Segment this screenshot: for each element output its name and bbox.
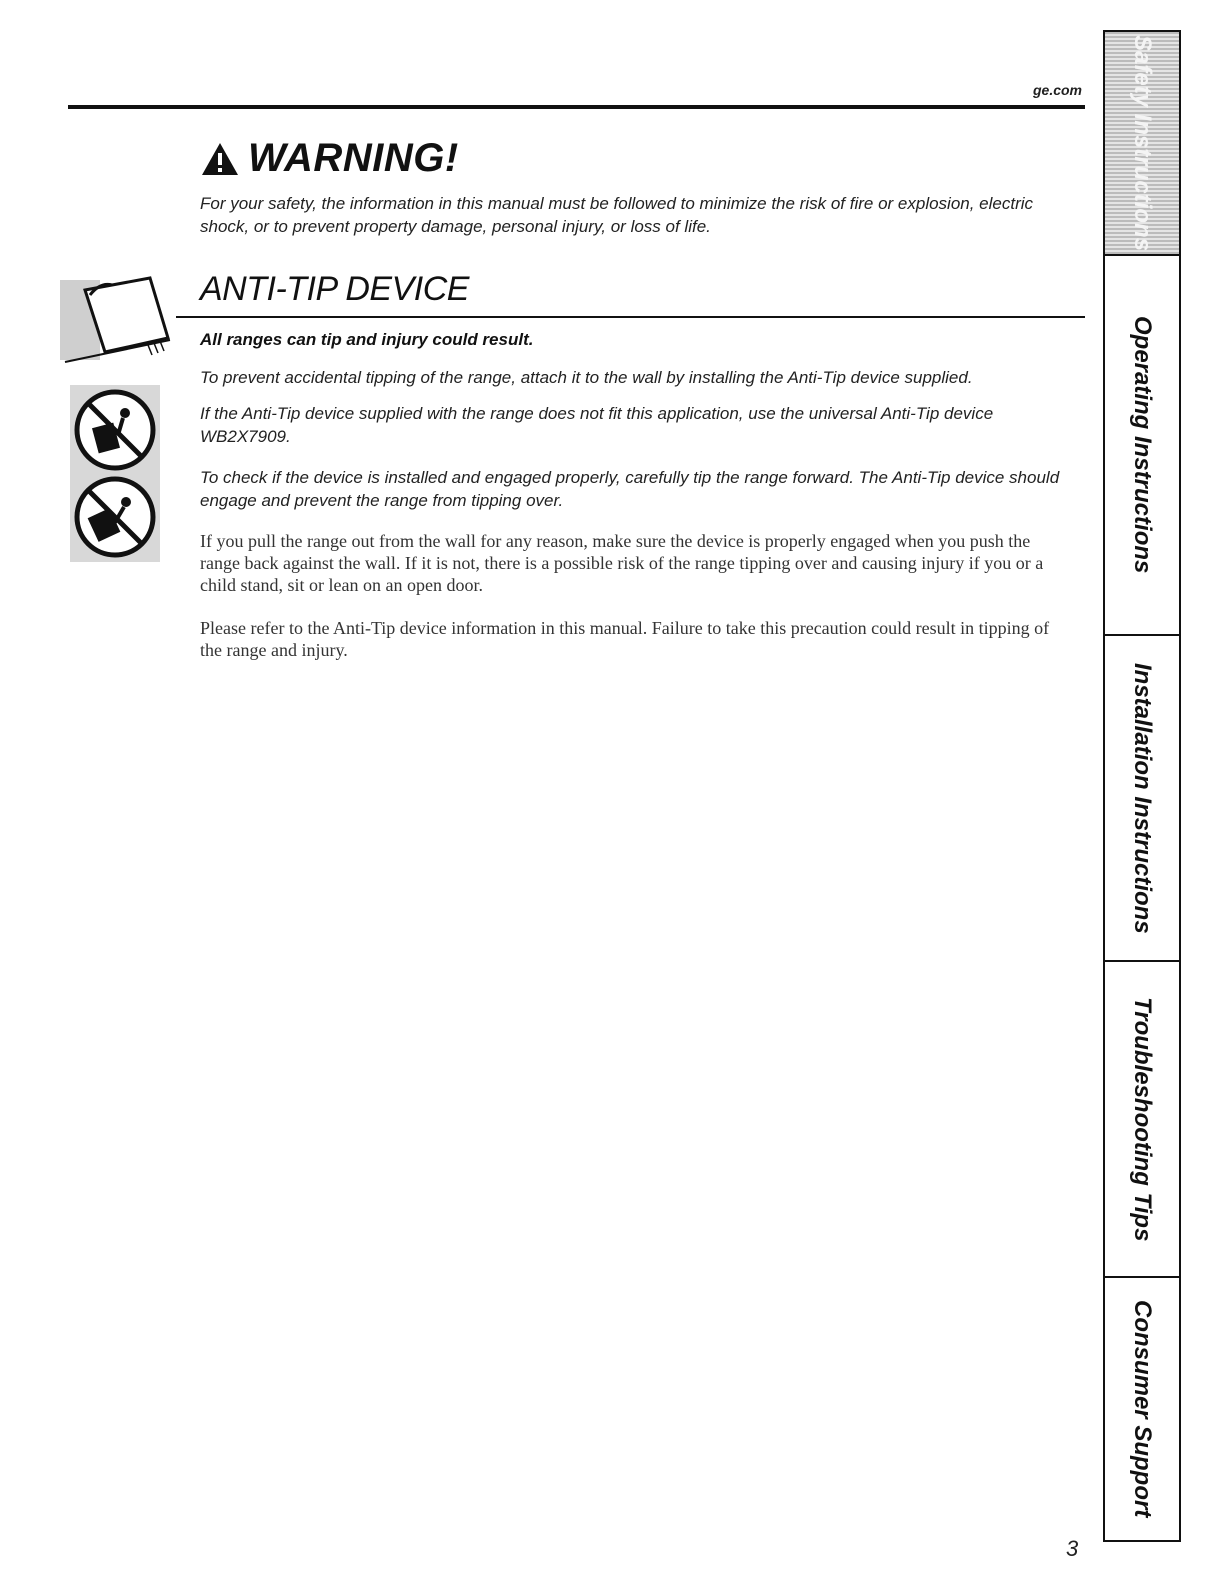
section-title: ANTI-TIP DEVICE bbox=[200, 270, 469, 308]
tab-label: Troubleshooting Tips bbox=[1129, 996, 1156, 1242]
paragraph: If the Anti-Tip device supplied with the range does not fit this application, use the universal Anti-Tip device WB2X7909. bbox=[200, 404, 994, 446]
tab-label: Consumer Support bbox=[1129, 1300, 1156, 1518]
tab-installation-instructions[interactable] bbox=[1105, 636, 1179, 962]
no-standing-on-door-icon bbox=[70, 385, 160, 475]
warning-text: For your safety, the information in this manual must be followed to minimize the risk of fire or explosion, electric shock, or to prevent property damage, personal injury, or loss of life. bbox=[200, 194, 1034, 236]
tab-operating-instructions[interactable] bbox=[1105, 256, 1179, 636]
tab-troubleshooting-tips[interactable] bbox=[1105, 962, 1179, 1278]
page-number: 3 bbox=[1066, 1536, 1079, 1561]
section-lead: All ranges can tip and injury could result. bbox=[200, 330, 534, 349]
warning-title: WARNING! bbox=[248, 136, 459, 180]
range-tipping-illustration bbox=[60, 260, 175, 370]
warning-heading bbox=[200, 136, 459, 181]
site-url: ge.com bbox=[1032, 82, 1082, 98]
no-leaning-on-door-icon bbox=[70, 472, 160, 562]
paragraph: To prevent accidental tipping of the range, attach it to the wall by installing the Anti-Tip device supplied. bbox=[200, 368, 973, 387]
paragraph: To check if the device is installed and engaged properly, carefully tip the range forward. The Anti-Tip device should engage and prevent the range from tipping over. bbox=[200, 468, 1060, 510]
tab-consumer-support[interactable] bbox=[1105, 1278, 1179, 1540]
header-rule bbox=[68, 105, 1085, 109]
paragraph: If you pull the range out from the wall for any reason, make sure the device is properly engaged when you push the range back against the wall. If it is not, there is a possible risk of the range tipping over and causing injury if you or a child stand, sit or lean on an open door. bbox=[200, 531, 1044, 595]
tab-label: Operating Instructions bbox=[1129, 316, 1156, 574]
warning-triangle-icon bbox=[200, 141, 240, 177]
section-rule bbox=[176, 316, 1085, 318]
tab-label: Safety Instructions bbox=[1129, 34, 1156, 252]
paragraph: Please refer to the Anti-Tip device information in this manual. Failure to take this precaution could result in tipping of the range and injury. bbox=[200, 618, 1050, 660]
section-tabs bbox=[1103, 30, 1181, 1542]
tab-safety-instructions[interactable] bbox=[1105, 32, 1179, 256]
tab-label: Installation Instructions bbox=[1129, 662, 1156, 934]
